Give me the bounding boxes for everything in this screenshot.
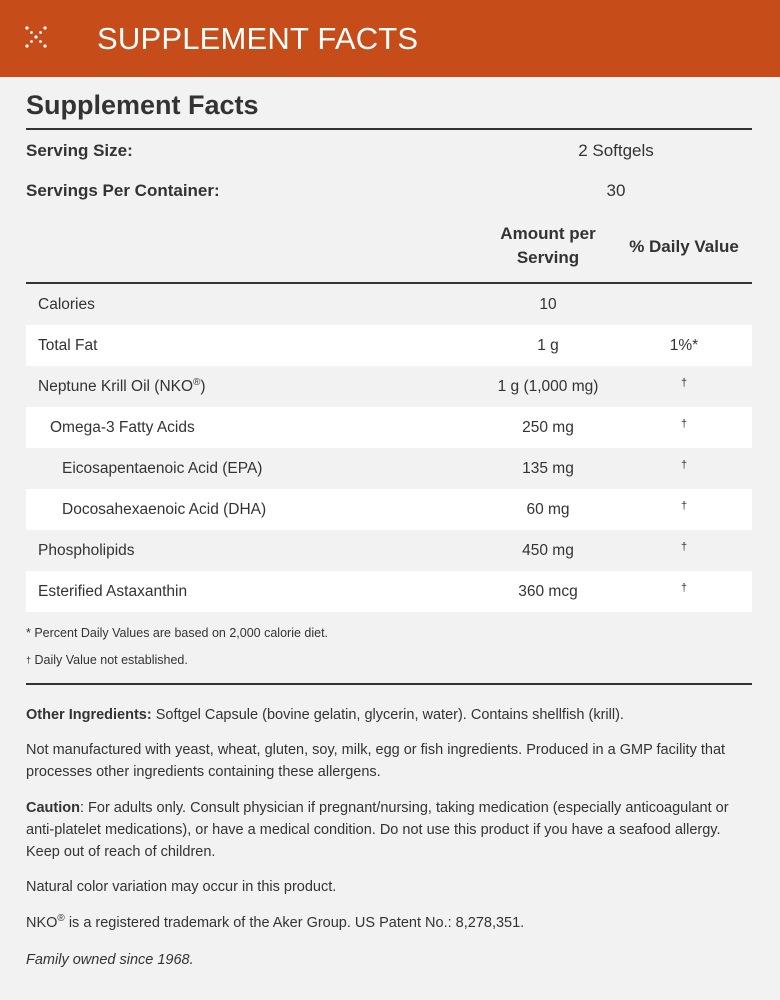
other-ingredients [26, 704, 752, 726]
nutrient-name: Omega-3 Fatty Acids [50, 419, 195, 436]
servings-per-container-label: Servings Per Container: [26, 181, 220, 200]
nutrient-amount: 250 mg [522, 419, 574, 436]
family-owned-note: Family owned since 1968. [26, 952, 194, 968]
nutrient-amount: 10 [539, 296, 557, 313]
table-row [26, 448, 752, 489]
facts-title: Supplement Facts [26, 90, 259, 120]
top-divider [26, 128, 752, 130]
sparkle-icon [24, 25, 48, 49]
table-row [26, 366, 752, 407]
nutrient-amount: 360 mcg [518, 583, 578, 600]
amount-header-line1: Amount per [500, 224, 596, 243]
nutrient-daily-value: † [680, 418, 688, 430]
caution-statement [26, 797, 752, 863]
allergen-statement: Not manufactured with yeast, wheat, gluten, soy, milk, egg or fish ingredients. Produced in a GMP facility that processes other ingredients containing these allergens. [26, 742, 726, 780]
nutrient-name: Docosahexaenoic Acid (DHA) [62, 501, 267, 518]
supplement-facts-banner [0, 0, 780, 77]
serving-size-label: Serving Size: [26, 141, 133, 160]
registered-mark: ® [193, 376, 201, 388]
other-ingredients-label: Other Ingredients: [26, 707, 152, 723]
banner-title: SUPPLEMENT FACTS [97, 21, 419, 56]
dagger-footnote-text: Daily Value not established. [31, 653, 188, 667]
trademark-note [26, 912, 752, 934]
caution-text: : For adults only. Consult physician if pregnant/nursing, taking medication (especially anticoagulant or anti-platelet medications), or have a medical condition. Do not use this product if you have a seafood allergy. Keep out of reach of children. [26, 800, 729, 860]
registered-mark: ® [57, 913, 65, 925]
dagger-mark: † [26, 655, 32, 665]
table-row [26, 489, 752, 530]
other-ingredients-text: Softgel Capsule (bovine gelatin, glycerin, water). Contains shellfish (krill). [151, 707, 624, 723]
serving-size-row [26, 141, 752, 165]
daily-value-header: % Daily Value [629, 237, 739, 256]
amount-per-serving-header [476, 222, 620, 270]
amount-header-line2: Serving [516, 248, 580, 267]
percent-daily-value-footnote: * Percent Daily Values are based on 2,000 calorie diet. [26, 626, 329, 640]
nutrient-name: Eicosapentaenoic Acid (EPA) [62, 460, 263, 477]
table-row [26, 530, 752, 571]
daily-value-not-established-footnote [26, 653, 188, 667]
nutrient-amount: 1 g (1,000 mg) [497, 378, 599, 395]
servings-per-container-row [26, 181, 752, 205]
table-row [26, 284, 752, 325]
table-row [26, 325, 752, 366]
trademark-text: is a registered trademark of the Aker Group. US Patent No.: 8,278,351. [64, 915, 525, 931]
table-row [26, 407, 752, 448]
nutrient-daily-value: † [680, 459, 688, 471]
nutrient-amount: 450 mg [522, 542, 574, 559]
nutrient-daily-value: † [680, 541, 688, 553]
nutrient-name: Calories [38, 296, 95, 313]
table-row [26, 571, 752, 612]
nutrient-name-text: Neptune Krill Oil (NKO [38, 378, 194, 395]
color-variation-note: Natural color variation may occur in this product. [26, 879, 337, 895]
nutrient-amount: 135 mg [522, 460, 574, 477]
nutrient-amount: 60 mg [526, 501, 570, 518]
nutrient-name-close: ) [200, 378, 206, 395]
serving-size-value: 2 Softgels [578, 141, 654, 160]
nutrient-daily-value: † [680, 377, 688, 389]
nutrient-name [38, 378, 206, 396]
trademark-prefix: NKO [26, 915, 58, 931]
bottom-divider [26, 683, 752, 685]
nutrient-name: Esterified Astaxanthin [38, 583, 188, 600]
nutrient-name: Total Fat [38, 337, 98, 354]
nutrient-daily-value: 1%* [669, 337, 699, 354]
servings-per-container-value: 30 [606, 181, 626, 200]
nutrient-table [26, 284, 752, 612]
nutrient-amount: 1 g [537, 337, 559, 354]
nutrient-daily-value: † [680, 582, 688, 594]
nutrient-name: Phospholipids [38, 542, 135, 559]
nutrient-daily-value: † [680, 500, 688, 512]
caution-label: Caution [26, 800, 80, 816]
